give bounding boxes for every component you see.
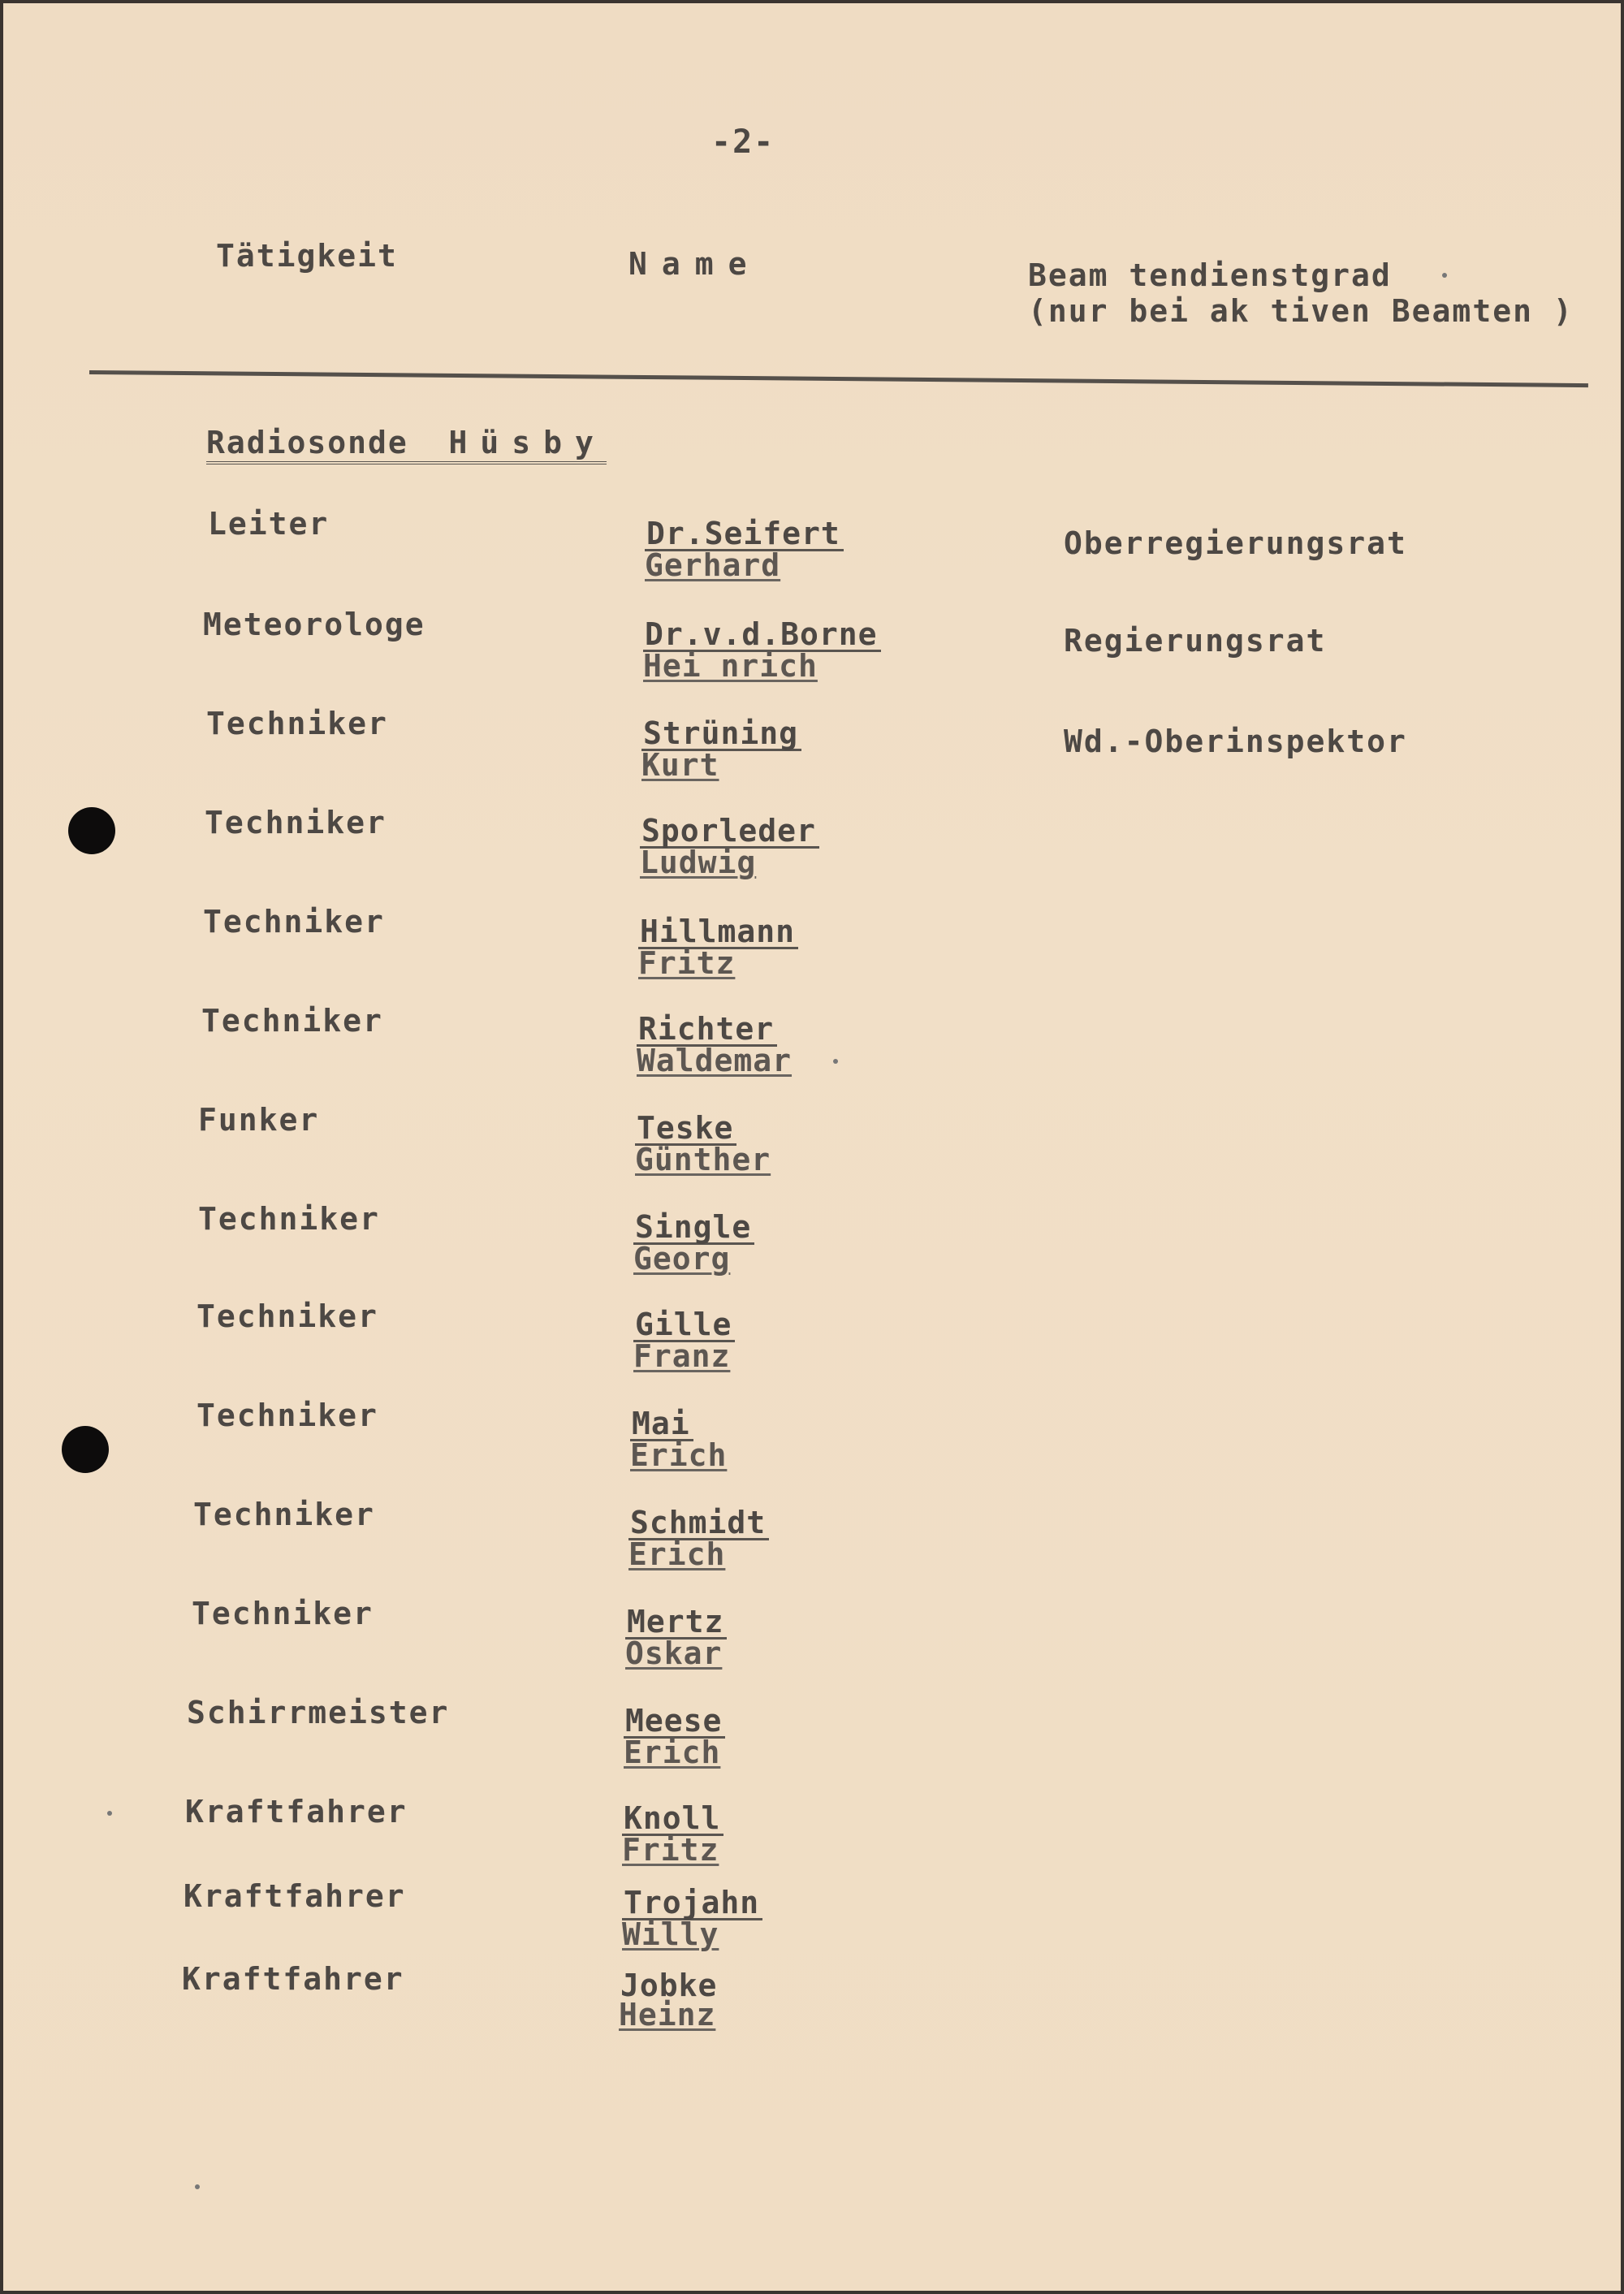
row-grade: Oberregierungsrat [1064, 525, 1407, 561]
page-number: -2- [711, 123, 775, 161]
row-firstname: Hei nrich [643, 648, 818, 684]
row-activity: Kraftfahrer [182, 1961, 404, 1997]
row-firstname: Georg [633, 1241, 731, 1277]
row-activity: Techniker [206, 706, 388, 741]
row-firstname: Kurt [641, 747, 719, 783]
row-surname: Knoll [622, 1803, 723, 1836]
row-name [630, 1408, 727, 1471]
row-name [622, 1800, 723, 1868]
row-activity: Leiter [208, 506, 330, 542]
row-surname: Meese [624, 1705, 725, 1739]
punch-hole [68, 807, 115, 854]
row-name [622, 1887, 762, 1950]
header-grade-line1: Beam tendienstgrad [1028, 257, 1392, 293]
row-surname: Strüning [641, 718, 801, 751]
ink-speck [1442, 273, 1447, 278]
row-name [635, 1112, 771, 1175]
row-surname: Jobke [620, 1968, 718, 2003]
row-activity: Techniker [205, 805, 387, 840]
row-firstname: Günther [635, 1142, 771, 1177]
row-activity: Kraftfahrer [185, 1794, 408, 1830]
row-activity: Techniker [197, 1298, 378, 1334]
header-grade [1028, 258, 1574, 329]
row-surname: Mertz [625, 1606, 727, 1639]
row-activity: Schirrmeister [187, 1695, 450, 1730]
row-name [641, 715, 801, 783]
row-activity: Techniker [192, 1596, 374, 1631]
row-surname: Schmidt [628, 1507, 769, 1540]
row-activity: Techniker [197, 1398, 378, 1433]
row-firstname: Fritz [622, 1832, 719, 1868]
header-grade-line2: (nur bei ak tiven Beamten ) [1028, 292, 1574, 329]
row-activity: Funker [198, 1102, 320, 1138]
row-name [628, 1507, 769, 1570]
row-name [643, 616, 881, 684]
row-firstname: Fritz [638, 945, 736, 981]
row-firstname: Erich [630, 1437, 728, 1473]
row-name [624, 1705, 725, 1768]
row-firstname: Erich [628, 1536, 726, 1572]
row-firstname: Ludwig [640, 845, 757, 880]
ink-speck [107, 1811, 112, 1816]
row-activity: Techniker [193, 1497, 375, 1532]
row-activity: Techniker [203, 904, 385, 940]
row-firstname: Erich [624, 1735, 721, 1770]
row-surname: Sporleder [640, 815, 819, 849]
row-firstname: Oskar [625, 1635, 723, 1671]
row-surname: Single [633, 1212, 754, 1245]
row-name [633, 1309, 735, 1372]
row-surname: Teske [635, 1112, 736, 1146]
row-firstname: Gerhard [645, 547, 781, 583]
row-name [638, 916, 798, 979]
row-firstname: Franz [633, 1338, 731, 1374]
row-surname: Dr.Seifert [645, 518, 844, 551]
section-title [206, 427, 607, 464]
ink-speck [833, 1059, 838, 1064]
row-grade: Wd.-Oberinspektor [1064, 724, 1407, 759]
section-title-part2: Hüsby [448, 425, 607, 460]
ink-speck [195, 2184, 200, 2189]
row-grade: Regierungsrat [1064, 623, 1327, 659]
row-activity: Meteorologe [203, 607, 425, 642]
row-surname: Hillmann [638, 916, 798, 949]
row-surname: Dr.v.d.Borne [643, 619, 881, 652]
row-surname: Richter [637, 1013, 777, 1047]
header-name: Name [628, 246, 762, 282]
section-title-part1: Radiosonde [206, 425, 408, 460]
row-name [625, 1606, 727, 1669]
row-surname: Trojahn [622, 1887, 762, 1920]
row-firstname: Heinz [619, 1997, 716, 2033]
row-name [633, 1209, 754, 1277]
row-name [637, 1013, 792, 1076]
row-surname: Mai [630, 1408, 693, 1441]
row-firstname: Willy [622, 1916, 719, 1952]
row-firstname: Waldemar [637, 1043, 793, 1078]
header-rule [89, 370, 1588, 387]
punch-hole [62, 1426, 109, 1473]
row-name [645, 518, 844, 581]
row-surname: Gille [633, 1309, 735, 1342]
row-name [619, 1968, 720, 2033]
row-name [640, 815, 819, 878]
row-activity: Techniker [201, 1003, 383, 1039]
row-activity: Kraftfahrer [184, 1878, 406, 1914]
row-activity: Techniker [198, 1201, 380, 1237]
header-activity: Tätigkeit [216, 238, 398, 274]
